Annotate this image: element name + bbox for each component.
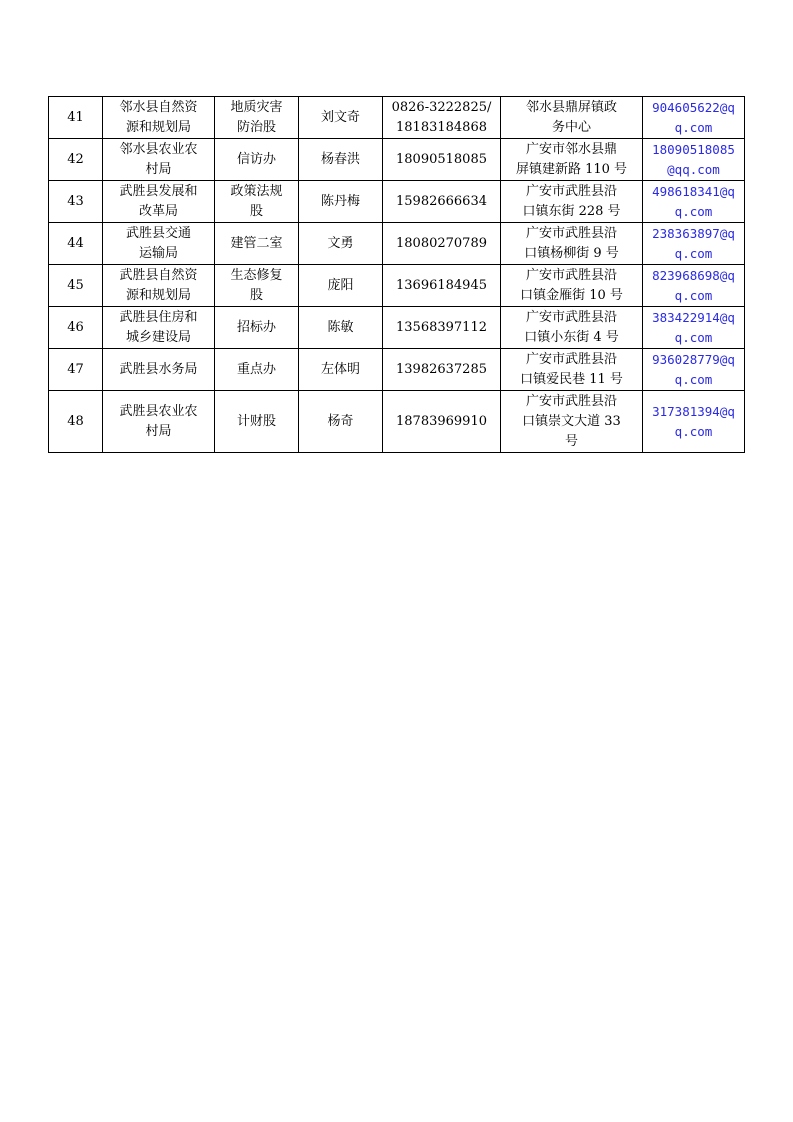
cell-phone [383, 139, 501, 181]
cell-address-line: 广安市武胜县沿 [525, 309, 617, 325]
cell-department-line: 村局 [145, 423, 172, 439]
cell-email[interactable] [643, 181, 745, 223]
cell-index-line: 46 [67, 319, 84, 335]
cell-office [215, 349, 299, 391]
cell-address [501, 139, 643, 181]
cell-department [103, 391, 215, 453]
table-row [49, 265, 745, 307]
cell-address-line: 口镇小东街 4 号 [524, 329, 619, 345]
cell-index-line: 43 [67, 193, 84, 209]
cell-contact-name-line: 陈敏 [327, 319, 354, 335]
cell-contact-name [299, 265, 383, 307]
cell-email-line: q.com [674, 371, 713, 387]
cell-contact-name [299, 97, 383, 139]
cell-index [49, 223, 103, 265]
cell-index-line: 47 [67, 361, 84, 377]
cell-department [103, 97, 215, 139]
table-row [49, 139, 745, 181]
cell-office-line: 地质灾害 [230, 99, 283, 115]
cell-email-line: q.com [674, 423, 713, 439]
cell-address-line: 邻水县鼎屏镇政 [525, 99, 617, 115]
cell-office-line: 建管二室 [230, 235, 283, 251]
cell-email[interactable] [643, 307, 745, 349]
cell-department-line: 源和规划局 [125, 287, 191, 303]
cell-address [501, 349, 643, 391]
cell-department-line: 邻水县农业农 [119, 141, 198, 157]
cell-address-line: 号 [564, 433, 578, 449]
cell-email-line: 936028779@q [652, 351, 735, 367]
cell-department [103, 139, 215, 181]
cell-department-line: 改革局 [138, 203, 178, 219]
cell-office-line: 股 [249, 287, 263, 303]
cell-index [49, 97, 103, 139]
cell-index-line: 41 [67, 109, 84, 125]
cell-email-line: q.com [674, 203, 713, 219]
cell-email-line: q.com [674, 119, 713, 135]
cell-office-line: 政策法规 [230, 183, 283, 199]
cell-address-line: 务中心 [551, 119, 591, 135]
cell-email-line: @qq.com [667, 161, 720, 177]
cell-phone [383, 223, 501, 265]
cell-address [501, 307, 643, 349]
cell-email[interactable] [643, 223, 745, 265]
cell-address-line: 口镇东街 228 号 [522, 203, 621, 219]
cell-phone-line: 18080270789 [396, 235, 487, 251]
cell-phone [383, 97, 501, 139]
cell-office [215, 181, 299, 223]
cell-address-line: 广安市武胜县沿 [525, 351, 617, 367]
cell-contact-name-line: 庞阳 [327, 277, 354, 293]
cell-index-line: 48 [67, 413, 84, 429]
cell-email-line: 18090518085 [652, 141, 735, 157]
table-row [49, 97, 745, 139]
cell-address-line: 广安市武胜县沿 [525, 267, 617, 283]
cell-office [215, 265, 299, 307]
cell-department-line: 武胜县农业农 [119, 403, 198, 419]
cell-contact-name-line: 杨春洪 [320, 151, 360, 167]
cell-email-line: q.com [674, 245, 713, 261]
cell-office [215, 391, 299, 453]
cell-email[interactable] [643, 139, 745, 181]
cell-department-line: 武胜县水务局 [119, 361, 198, 377]
cell-office [215, 97, 299, 139]
cell-office-line: 计财股 [236, 413, 276, 429]
cell-contact-name-line: 陈丹梅 [320, 193, 360, 209]
cell-index [49, 181, 103, 223]
cell-department-line: 邻水县自然资 [119, 99, 198, 115]
cell-address-line: 口镇爱民巷 11 号 [520, 371, 623, 387]
cell-address-line: 口镇金雁街 10 号 [520, 287, 623, 303]
cell-phone-line: 18783969910 [396, 413, 487, 429]
cell-address [501, 181, 643, 223]
cell-office [215, 223, 299, 265]
cell-address-line: 广安市武胜县沿 [525, 225, 617, 241]
cell-department-line: 武胜县住房和 [119, 309, 198, 325]
cell-department [103, 307, 215, 349]
cell-phone [383, 307, 501, 349]
cell-contact-name-line: 左体明 [320, 361, 360, 377]
cell-phone-line: 13696184945 [396, 277, 487, 293]
cell-phone [383, 349, 501, 391]
cell-phone-line: 13568397112 [396, 319, 487, 335]
cell-index [49, 349, 103, 391]
cell-department-line: 武胜县自然资 [119, 267, 198, 283]
cell-index-line: 42 [67, 151, 84, 167]
cell-index-line: 45 [67, 277, 84, 293]
cell-contact-name-line: 杨奇 [327, 413, 354, 429]
cell-department [103, 181, 215, 223]
cell-department-line: 村局 [145, 161, 172, 177]
cell-address [501, 97, 643, 139]
cell-email-line: 904605622@q [652, 99, 735, 115]
cell-contact-name-line: 刘文奇 [320, 109, 360, 125]
cell-phone-line: 18090518085 [396, 151, 487, 167]
cell-phone-line: 15982666634 [396, 193, 487, 209]
contact-table [48, 96, 745, 453]
cell-office [215, 307, 299, 349]
cell-email-line: 238363897@q [652, 225, 735, 241]
cell-address-line: 屏镇建新路 110 号 [515, 161, 628, 177]
cell-department [103, 349, 215, 391]
cell-email[interactable] [643, 391, 745, 453]
cell-phone [383, 265, 501, 307]
cell-index [49, 391, 103, 453]
cell-office-line: 重点办 [236, 361, 276, 377]
cell-address-line: 广安市武胜县沿 [525, 393, 617, 409]
table-body [49, 97, 745, 453]
table-row [49, 307, 745, 349]
cell-office [215, 139, 299, 181]
cell-phone-line: 13982637285 [396, 361, 487, 377]
cell-email-line: 317381394@q [652, 403, 735, 419]
cell-email-line: q.com [674, 287, 713, 303]
table-row [49, 223, 745, 265]
cell-department-line: 源和规划局 [125, 119, 191, 135]
cell-email[interactable] [643, 349, 745, 391]
cell-phone [383, 391, 501, 453]
cell-department-line: 武胜县发展和 [119, 183, 198, 199]
cell-department-line: 运输局 [138, 245, 178, 261]
cell-contact-name [299, 181, 383, 223]
cell-address [501, 391, 643, 453]
cell-office-line: 生态修复 [230, 267, 283, 283]
cell-contact-name [299, 223, 383, 265]
cell-contact-name [299, 139, 383, 181]
cell-address [501, 223, 643, 265]
cell-contact-name [299, 391, 383, 453]
cell-address [501, 265, 643, 307]
cell-email-line: q.com [674, 329, 713, 345]
cell-office-line: 股 [249, 203, 263, 219]
cell-contact-name [299, 307, 383, 349]
cell-address-line: 口镇崇文大道 33 [522, 413, 621, 429]
cell-index-line: 44 [67, 235, 84, 251]
table-row [49, 181, 745, 223]
cell-office-line: 信访办 [236, 151, 276, 167]
cell-email-line: 823968698@q [652, 267, 735, 283]
cell-email-line: 498618341@q [652, 183, 735, 199]
cell-index [49, 307, 103, 349]
cell-address-line: 广安市邻水县鼎 [525, 141, 617, 157]
cell-department-line: 武胜县交通 [125, 225, 191, 241]
cell-department [103, 223, 215, 265]
cell-email-line: 383422914@q [652, 309, 735, 325]
cell-department [103, 265, 215, 307]
cell-index [49, 139, 103, 181]
cell-index [49, 265, 103, 307]
table-row [49, 391, 745, 453]
cell-phone-line: 0826-3222825/ [391, 99, 492, 115]
table-row [49, 349, 745, 391]
cell-address-line: 口镇杨柳街 9 号 [524, 245, 619, 261]
cell-office-line: 招标办 [236, 319, 276, 335]
cell-office-line: 防治股 [236, 119, 276, 135]
cell-address-line: 广安市武胜县沿 [525, 183, 617, 199]
cell-email[interactable] [643, 97, 745, 139]
cell-contact-name-line: 文勇 [327, 235, 354, 251]
cell-email[interactable] [643, 265, 745, 307]
cell-department-line: 城乡建设局 [125, 329, 191, 345]
cell-phone [383, 181, 501, 223]
cell-phone-line: 18183184868 [396, 119, 487, 135]
cell-contact-name [299, 349, 383, 391]
